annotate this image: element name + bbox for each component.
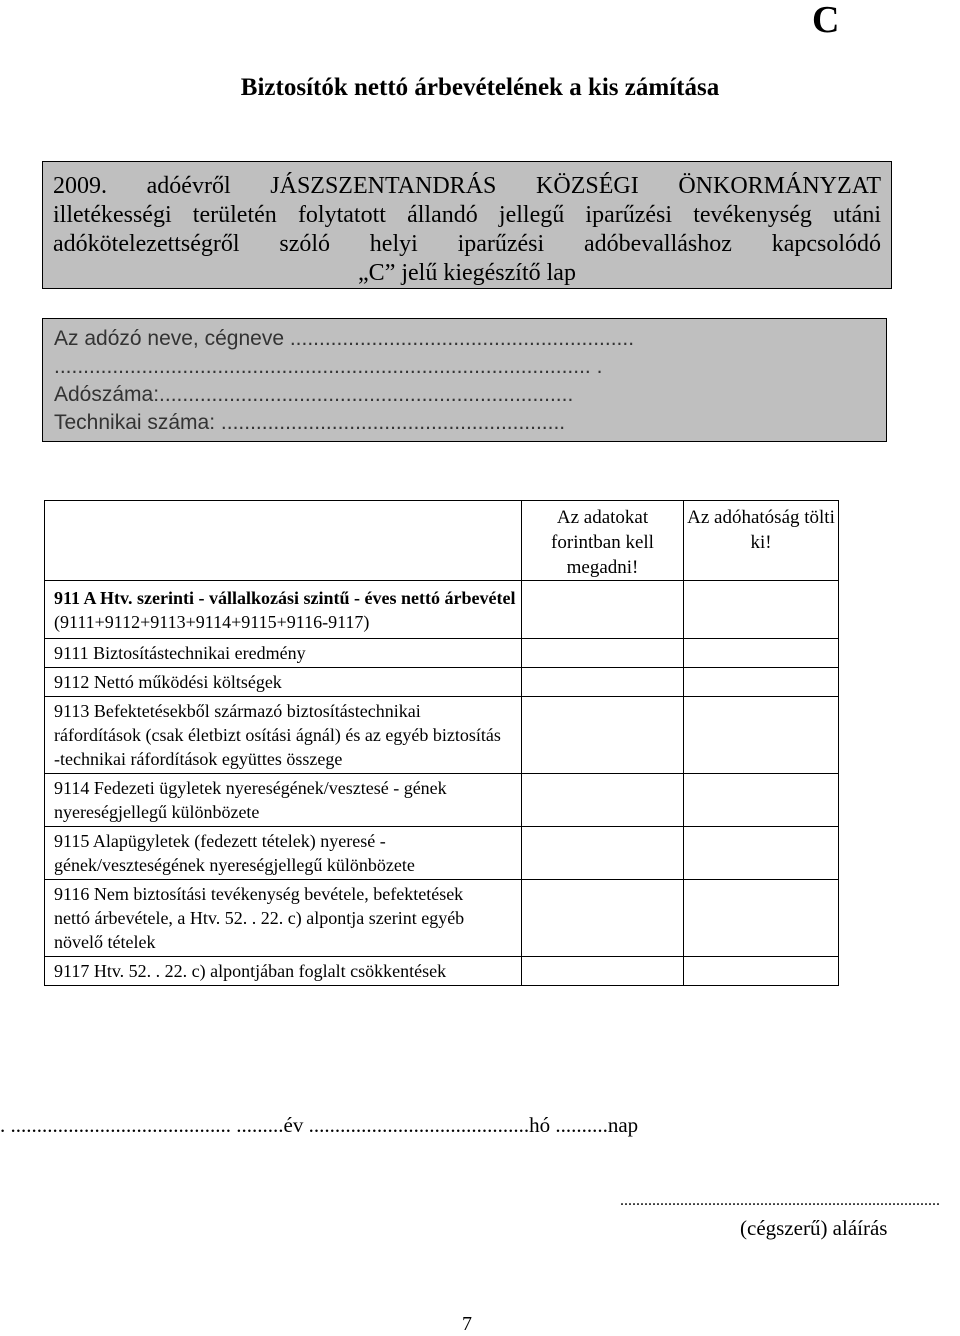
table-row — [45, 668, 839, 697]
row-911-formula: (9111+9112+9113+9114+9115+9116-9117) — [54, 612, 370, 632]
header-line-4: „C” jelű kiegészítő lap — [358, 260, 576, 286]
amount-cell-9112[interactable] — [522, 668, 684, 697]
signature-line[interactable]: ................................................................................ — [620, 1192, 940, 1209]
tax-number-field[interactable]: Adószáma:....................................................................... — [54, 383, 574, 406]
table-header-row — [45, 501, 839, 581]
authority-cell-9111 — [684, 639, 839, 668]
page-title: Biztosítók nettó árbevételének a kis zámítása — [240, 74, 720, 101]
table-row — [45, 697, 839, 774]
amount-cell-9114[interactable] — [522, 774, 684, 827]
row-911-title: 911 A Htv. szerinti - vállalkozási szintű - éves nettó árbevétel — [54, 588, 516, 608]
header-line-2: illetékességi területén folytatott állandó jellegű iparűzési tevékenység utáni — [53, 202, 881, 228]
table-row — [45, 957, 839, 986]
row-9116-label: 9116 Nem biztosítási tevékenység bevétele, befektetések nettó árbevétele, a Htv. 52. . 22. c) alpontja szerint egyéb növelő tételek — [54, 884, 465, 952]
table-row — [45, 639, 839, 668]
row-9115-label: 9115 Alapügyletek (fedezett tételek) nyeresé - gének/veszteségének nyereségjellegű különbözete — [54, 831, 415, 875]
taxpayer-name-continuation[interactable]: ............................................................................................ . — [54, 355, 603, 378]
amount-cell-9115[interactable] — [522, 827, 684, 880]
authority-cell-911 — [684, 581, 839, 639]
row-9112-label: 9112 Nettó működési költségek — [54, 672, 282, 692]
amount-cell-9113[interactable] — [522, 697, 684, 774]
authority-cell-9117 — [684, 957, 839, 986]
amount-cell-9111[interactable] — [522, 639, 684, 668]
row-9114-label: 9114 Fedezeti ügyletek nyereségének/vesztesé - gének nyereségjellegű különbözete — [54, 778, 447, 822]
amount-cell-9116[interactable] — [522, 880, 684, 957]
table-row — [45, 827, 839, 880]
form-letter-c: C — [812, 0, 840, 41]
authority-cell-9114 — [684, 774, 839, 827]
authority-cell-9116 — [684, 880, 839, 957]
table-row — [45, 581, 839, 639]
table-row — [45, 880, 839, 957]
date-line[interactable]: . .......................................... .........év ..........................................hó ..........nap — [0, 1113, 639, 1137]
authority-cell-9115 — [684, 827, 839, 880]
technical-number-field[interactable]: Technikai száma: ........................................................... — [54, 411, 566, 434]
header-amount-column: Az adatokat forintban kell megadni! — [522, 501, 684, 581]
row-9111-label: 9111 Biztosítástechnikai eredmény — [54, 643, 306, 663]
header-empty-cell — [45, 501, 522, 581]
header-authority-column: Az adóhatóság tölti ki! — [684, 501, 839, 581]
row-9117-label: 9117 Htv. 52. . 22. c) alpontjában foglalt csökkentések — [54, 961, 447, 981]
table-row — [45, 774, 839, 827]
page-number: 7 — [462, 1313, 472, 1335]
taxpayer-info-box — [42, 318, 887, 442]
revenue-table — [44, 500, 839, 986]
authority-cell-9113 — [684, 697, 839, 774]
taxpayer-name-field[interactable]: Az adózó neve, cégneve ........................................................... — [54, 327, 635, 350]
amount-cell-911[interactable] — [522, 581, 684, 639]
header-line-1: 2009. adóévről JÁSZSZENTANDRÁS KÖZSÉGI ÖNKORMÁNYZAT — [53, 173, 881, 199]
header-line-3: adókötelezettségről szóló helyi iparűzési adóbevalláshoz kapcsolódó — [53, 231, 881, 257]
authority-cell-9112 — [684, 668, 839, 697]
row-9113-label: 9113 Befektetésekből származó biztosítástechnikai ráfordítások (csak életbizt osítási ágnál) és az egyéb biztosítás -technikai ráfordítások együttes összege — [54, 701, 501, 769]
header-box — [42, 161, 892, 289]
amount-cell-9117[interactable] — [522, 957, 684, 986]
signature-label: (cégszerű) aláírás — [740, 1216, 888, 1240]
row-911-label — [45, 581, 522, 639]
